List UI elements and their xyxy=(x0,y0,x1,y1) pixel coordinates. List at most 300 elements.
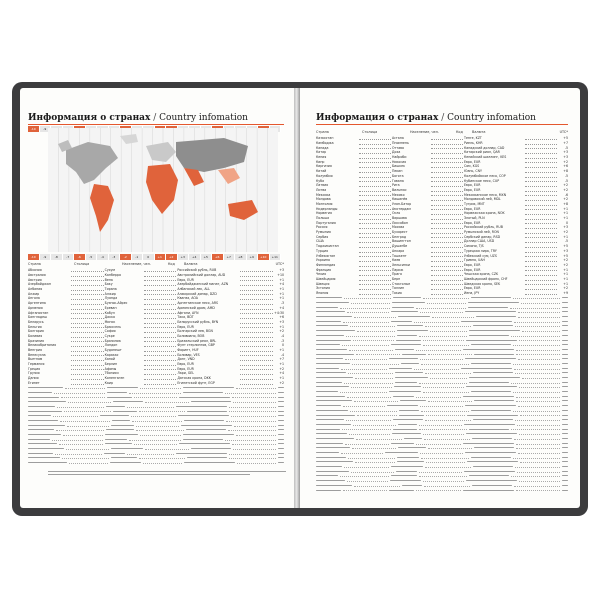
currency-cell: Канадский доллар, CAD xyxy=(464,145,505,150)
capital-cell: Алжир xyxy=(104,291,116,296)
timezone-cell: -5 xyxy=(86,254,98,260)
capital-cell: Астана xyxy=(392,136,404,141)
table-row xyxy=(28,315,284,320)
table-row xyxy=(28,277,284,282)
currency-cell: Бразильский реал, BRL xyxy=(177,338,217,343)
world-timezone-map xyxy=(48,128,278,252)
currency-cell: Алжирский динар, DZD xyxy=(177,291,217,296)
country-cell: Португалия xyxy=(316,220,336,225)
table-row xyxy=(28,320,284,325)
title-ru: Информация о странах xyxy=(28,113,151,123)
table-row xyxy=(316,253,568,258)
table-row xyxy=(28,296,284,301)
title-ru: Информация о странах xyxy=(316,113,439,123)
capital-cell: Хельсинки xyxy=(392,262,410,267)
header-population: Население, чел. xyxy=(410,130,439,134)
table-row xyxy=(316,150,568,155)
capital-cell: Улан-Батор xyxy=(392,201,412,206)
utc-cell: +2 xyxy=(563,258,568,263)
currency-cell: Боливиано, BOB xyxy=(177,333,205,338)
country-cell: Чехия xyxy=(316,272,327,277)
country-cell: Румыния xyxy=(316,230,331,235)
currency-cell: Катарский риал, QAR xyxy=(464,150,500,155)
capital-cell: Баку xyxy=(104,282,113,287)
table-row xyxy=(28,310,284,315)
capital-cell: Богота xyxy=(392,173,404,178)
table-row xyxy=(28,376,284,381)
capital-cell: Осло xyxy=(392,211,401,216)
timezone-cell: -8 xyxy=(51,254,63,260)
currency-cell: Азербайджанский манат, AZN xyxy=(177,282,229,287)
table-row xyxy=(316,263,568,268)
currency-cell: Сербский динар, RSD xyxy=(464,234,501,239)
currency-cell: Евро, EUR xyxy=(177,277,194,282)
utc-cell: +1 xyxy=(279,324,285,329)
title-separator: / xyxy=(150,113,160,123)
currency-cell: Фунт стерлингов, GBP xyxy=(177,343,215,348)
currency-cell: Кубинское песо, CUP xyxy=(464,178,500,183)
timezone-cell: +8 xyxy=(235,254,247,260)
table-row xyxy=(316,169,568,174)
table-row xyxy=(316,220,568,225)
utc-cell: +2 xyxy=(563,187,568,192)
country-cell: Азербайджан xyxy=(28,282,51,287)
country-cell: Канада xyxy=(316,145,329,150)
currency-cell: Белорусский рубль, BYN xyxy=(177,319,219,324)
table-row xyxy=(316,188,568,193)
table-row xyxy=(316,216,568,221)
capital-cell: Вашингтон xyxy=(392,239,411,244)
currency-cell: Сомони, TJS xyxy=(464,244,484,249)
timezone-cell: +2 xyxy=(166,254,178,260)
table-row xyxy=(28,306,284,311)
timezone-cell: -4 xyxy=(97,254,109,260)
utc-cell: +1 xyxy=(563,281,568,286)
table-row xyxy=(316,155,568,160)
utc-cell: -5 xyxy=(564,173,568,178)
currency-cell: Евро, EUR xyxy=(464,206,481,211)
title-separator: / xyxy=(438,113,448,123)
timezone-cell: +1 xyxy=(155,254,167,260)
table-row xyxy=(316,174,568,179)
utc-cell: +3 xyxy=(563,225,568,230)
capital-cell: София xyxy=(104,329,116,334)
table-row xyxy=(316,272,568,277)
country-cell: Великобритания xyxy=(28,343,57,348)
utc-cell: +1 xyxy=(279,291,285,296)
utc-cell: +2 xyxy=(563,159,568,164)
utc-cell: +2 xyxy=(563,230,568,235)
utc-cell: -3 xyxy=(280,338,285,343)
country-cell: Таджикистан xyxy=(316,244,339,249)
header-capital: Столица xyxy=(362,130,378,134)
currency-cell: Евро, EUR xyxy=(464,183,481,188)
country-cell: Греция xyxy=(28,366,41,371)
utc-cell: +7 xyxy=(563,141,568,146)
table-row xyxy=(28,371,284,376)
header-currency: Валюта xyxy=(184,262,198,266)
capital-cell: Париж xyxy=(392,267,404,272)
currency-cell: Донг, VND xyxy=(177,357,195,362)
country-cell: Беларусь xyxy=(28,319,44,324)
country-cell: Австрия xyxy=(28,277,42,282)
country-cell: Китай xyxy=(316,169,327,174)
header-currency: Валюта xyxy=(472,130,486,134)
currency-cell: Албанский лек, ALL xyxy=(177,287,211,292)
currency-cell: Российский рубль, RUB xyxy=(464,225,503,230)
capital-cell: Доха xyxy=(392,150,401,155)
capital-cell: Ереван xyxy=(104,305,117,310)
capital-cell: Бухарест xyxy=(392,230,408,235)
capital-cell: Вена xyxy=(104,277,113,282)
table-row xyxy=(316,141,568,146)
currency-cell: Тенге, KZT xyxy=(464,136,482,141)
currency-cell: Молдавский лей, MDL xyxy=(464,197,501,202)
capital-cell: Таллин xyxy=(392,286,405,291)
utc-cell: +1 xyxy=(563,234,568,239)
country-cell: Россия xyxy=(316,225,328,230)
timezone-cell: -10 xyxy=(28,254,40,260)
table-row xyxy=(28,282,284,287)
country-cell: Германия xyxy=(28,362,45,367)
country-cell: Латвия xyxy=(316,183,329,188)
currency-cell: Форинт, HUF xyxy=(177,348,199,353)
timezone-cell: 0 xyxy=(143,254,155,260)
country-cell: Норвегия xyxy=(316,211,332,216)
utc-cell: +2 xyxy=(563,262,568,267)
utc-cell: +1 xyxy=(279,362,285,367)
currency-cell: Армянский драм, AMD xyxy=(177,305,215,310)
timezone-cell: -1 xyxy=(132,254,144,260)
utc-cell: +5 xyxy=(563,244,568,249)
utc-cell: +1 xyxy=(563,211,568,216)
country-cell: Дания xyxy=(28,376,39,381)
country-cell: Польша xyxy=(316,216,330,221)
country-cell: Сербия xyxy=(316,234,329,239)
country-cell: Казахстан xyxy=(316,136,334,141)
country-cell: Боливия xyxy=(28,333,43,338)
table-row xyxy=(28,352,284,357)
utc-cell: +2 xyxy=(279,366,285,371)
table-row xyxy=(316,267,568,272)
utc-cell: -5 xyxy=(564,145,568,150)
utc-cell: -6 xyxy=(564,192,568,197)
timezone-cell: +4 xyxy=(189,254,201,260)
currency-cell: Колумбийское песо, COP xyxy=(464,173,506,178)
capital-cell: Сухум xyxy=(104,268,115,273)
capital-cell: Копенгаген xyxy=(104,376,125,381)
header-utc: UTC* xyxy=(275,262,284,266)
table-row xyxy=(28,268,284,273)
currency-cell: Кенийский шиллинг, KES xyxy=(464,155,507,160)
country-cell: Мексика xyxy=(316,192,331,197)
header-utc: UTC* xyxy=(559,130,568,134)
capital-cell: Брюссель xyxy=(104,324,121,329)
country-cell: Австралия xyxy=(28,273,46,278)
utc-cell: +5 xyxy=(563,136,568,141)
utc-cell: +10 xyxy=(277,273,285,278)
country-cell: Армения xyxy=(28,305,43,310)
table-row xyxy=(316,286,568,291)
table-row xyxy=(316,244,568,249)
capital-cell: Бразилиа xyxy=(104,338,121,343)
currency-cell: Гривна, UAH xyxy=(464,258,485,263)
table-row xyxy=(28,301,284,306)
currency-cell: Така, BDT xyxy=(177,315,194,320)
country-cell: Катар xyxy=(316,150,327,155)
country-cell: Швейцария xyxy=(316,276,336,281)
capital-cell: Ташкент xyxy=(392,253,407,258)
country-cell: Абхазия xyxy=(28,268,42,273)
capital-cell: Гавана xyxy=(392,178,404,183)
currency-cell: Шведская крона, SEK xyxy=(464,281,501,286)
table-row xyxy=(316,239,568,244)
table-row xyxy=(316,225,568,230)
timezone-cell: -7 xyxy=(63,254,75,260)
country-cell: Венгрия xyxy=(28,348,42,353)
timezone-strip-bottom xyxy=(28,254,281,260)
utc-cell: +1 xyxy=(279,348,285,353)
utc-cell: +6 xyxy=(279,315,285,320)
capital-cell: Афины xyxy=(104,366,117,371)
currency-cell: Кванза, AOA xyxy=(177,296,198,301)
table-row xyxy=(316,192,568,197)
footnote xyxy=(48,469,286,479)
country-cell: Молдова xyxy=(316,197,331,202)
utc-cell: +3 xyxy=(279,319,285,324)
capital-cell: Каракас xyxy=(104,352,119,357)
country-cell: Швеция xyxy=(316,281,330,286)
utc-cell: +1 xyxy=(563,276,568,281)
currency-cell: Турецкая лира, TRY xyxy=(464,248,497,253)
currency-cell: Египетский фунт, EGP xyxy=(177,380,215,385)
utc-cell: +1 xyxy=(279,296,285,301)
currency-cell: Злотый, PLN xyxy=(464,216,485,221)
table-row xyxy=(316,197,568,202)
header-capital: Столица xyxy=(74,262,90,266)
country-cell: Грузия xyxy=(28,371,40,376)
country-cell: Афганистан xyxy=(28,310,49,315)
country-cell: Ангола xyxy=(28,296,40,301)
capital-cell: Найроби xyxy=(392,155,407,160)
currency-cell: Российский рубль, RUB xyxy=(177,268,217,273)
currency-cell: Узбекский сум, UZS xyxy=(464,253,497,258)
table-row xyxy=(28,357,284,362)
table-row xyxy=(28,362,284,367)
capital-cell: Прага xyxy=(392,272,403,277)
utc-cell: +8 xyxy=(563,169,568,174)
country-cell: Куба xyxy=(316,178,325,183)
utc-cell: +8 xyxy=(563,201,568,206)
right-page-title xyxy=(316,113,536,123)
table-row xyxy=(28,324,284,329)
left-country-table xyxy=(28,268,284,465)
table-row xyxy=(316,258,568,263)
utc-cell: +2 xyxy=(279,329,285,334)
utc-cell: 0 xyxy=(281,343,285,348)
header-country: Страна xyxy=(28,262,41,266)
capital-cell: Стокгольм xyxy=(392,281,410,286)
capital-cell: Буэнос-Айрес xyxy=(104,301,128,306)
utc-cell: -5 xyxy=(564,178,568,183)
currency-cell: Румынский лей, RON xyxy=(464,230,499,235)
currency-cell: Евро, EUR xyxy=(464,220,481,225)
country-cell: Литва xyxy=(316,187,327,192)
header-country: Страна xyxy=(316,130,329,134)
capital-cell: Дакка xyxy=(104,315,115,320)
capital-cell: Луанда xyxy=(104,296,118,301)
capital-cell: Варшава xyxy=(392,216,407,221)
capital-cell: Лондон xyxy=(104,343,118,348)
timezone-cell: -9 xyxy=(40,254,52,260)
utc-cell: +5 xyxy=(563,253,568,258)
currency-cell: Евро, EUR xyxy=(464,267,481,272)
table-row xyxy=(28,366,284,371)
currency-cell: Евро, EUR xyxy=(177,362,194,367)
capital-cell: Оттава xyxy=(392,145,405,150)
currency-cell: Боливар, VES xyxy=(177,352,200,357)
table-row xyxy=(316,249,568,254)
capital-cell: Берн xyxy=(392,276,401,281)
utc-cell: +1 xyxy=(563,206,568,211)
capital-cell: Тбилиси xyxy=(104,371,119,376)
capital-cell: Канберра xyxy=(104,273,121,278)
title-en: Country infomation xyxy=(159,113,248,123)
capital-cell: Каир xyxy=(104,380,113,385)
currency-cell: Сом, KGS xyxy=(464,164,480,169)
timezone-cell: +6 xyxy=(212,254,224,260)
utc-cell: +3 xyxy=(563,155,568,160)
currency-cell: Евро, EUR xyxy=(464,159,481,164)
timezone-cell: +3 xyxy=(178,254,190,260)
country-cell: Турция xyxy=(316,248,329,253)
country-cell: Бельгия xyxy=(28,324,42,329)
table-row xyxy=(28,334,284,339)
capital-cell: Берлин xyxy=(104,362,118,367)
country-cell: Алжир xyxy=(28,291,40,296)
country-cell: Албания xyxy=(28,287,43,292)
utc-cell: +3 xyxy=(563,150,568,155)
illegible-row xyxy=(28,460,284,465)
utc-cell: +3 xyxy=(279,268,285,273)
utc-cell: +1 xyxy=(563,216,568,221)
capital-cell: Белград xyxy=(392,234,407,239)
table-row xyxy=(316,178,568,183)
utc-cell: +2 xyxy=(563,183,568,188)
currency-cell: Иена, JPY xyxy=(464,291,480,296)
right-page xyxy=(300,88,580,508)
currency-cell: Мексиканское песо, MXN xyxy=(464,192,507,197)
capital-cell: Токио xyxy=(392,291,402,296)
table-row xyxy=(28,348,284,353)
country-cell: Кипр xyxy=(316,159,325,164)
country-cell: Вьетнам xyxy=(28,357,43,362)
timezone-cell: +7 xyxy=(224,254,236,260)
utc-cell: +2 xyxy=(563,197,568,202)
currency-cell: Афгани, AFN xyxy=(177,310,199,315)
table-row xyxy=(316,234,568,239)
currency-cell: Доллар США, USD xyxy=(464,239,495,244)
capital-cell: Сукре xyxy=(104,333,115,338)
capital-cell: Кабул xyxy=(104,310,115,315)
table-row xyxy=(28,343,284,348)
capital-cell: Будапешт xyxy=(104,348,122,353)
country-cell: США xyxy=(316,239,324,244)
currency-cell: Евро, EUR xyxy=(464,286,481,291)
table-row xyxy=(28,273,284,278)
currency-cell: Евро, EUR xyxy=(464,262,481,267)
utc-cell: 0 xyxy=(565,220,568,225)
country-cell: Узбекистан xyxy=(316,253,336,258)
capital-cell: Москва xyxy=(392,225,405,230)
currency-cell: Датская крона, DKK xyxy=(177,376,211,381)
header-population: Население, чел. xyxy=(122,262,151,266)
utc-cell: +6 xyxy=(563,164,568,169)
country-cell: Нидерланды xyxy=(316,206,338,211)
country-cell: Франция xyxy=(316,267,331,272)
timezone-cell: +9 xyxy=(247,254,259,260)
currency-cell: Риель, KHR xyxy=(464,141,483,146)
utc-cell: +4 xyxy=(279,371,285,376)
capital-cell: Душанбе xyxy=(392,244,408,249)
utc-cell: +1 xyxy=(563,267,568,272)
capital-cell: Пекин xyxy=(392,169,403,174)
utc-cell: +2 xyxy=(279,380,285,385)
utc-cell: +1 xyxy=(563,272,568,277)
country-cell: Финляндия xyxy=(316,262,336,267)
currency-cell: Евро, EUR xyxy=(177,324,194,329)
table-row xyxy=(28,291,284,296)
left-table-header xyxy=(28,262,284,266)
timezone-cell: -2 xyxy=(120,254,132,260)
currency-cell: Норвежская крона, NOK xyxy=(464,211,505,216)
currency-cell: Лари, GEL xyxy=(177,371,195,376)
timezone-cell: +10 xyxy=(258,254,270,260)
utc-cell: +9 xyxy=(563,291,568,296)
utc-cell: +7 xyxy=(279,357,285,362)
table-row xyxy=(28,287,284,292)
utc-cell: -3 xyxy=(280,301,285,306)
capital-cell: Ханой xyxy=(104,357,115,362)
capital-cell: Киев xyxy=(392,258,401,263)
currency-cell: Болгарский лев, BGN xyxy=(177,329,213,334)
capital-cell: Пномпень xyxy=(392,141,409,146)
table-row xyxy=(316,145,568,150)
currency-cell: Чешская крона, CZK xyxy=(464,272,499,277)
country-cell: Монголия xyxy=(316,201,333,206)
illegible-row xyxy=(316,488,568,493)
country-cell: Камбоджа xyxy=(316,141,334,146)
capital-cell: Рига xyxy=(392,183,400,188)
capital-cell: Вильнюс xyxy=(392,187,407,192)
table-row xyxy=(316,277,568,282)
table-row xyxy=(316,291,568,296)
currency-cell: Евро, EUR xyxy=(177,366,194,371)
table-row xyxy=(316,230,568,235)
table-row xyxy=(316,206,568,211)
currency-cell: Евро, EUR xyxy=(464,187,481,192)
capital-cell: Бишкек xyxy=(392,164,405,169)
right-country-table xyxy=(316,136,568,492)
capital-cell: Кишинёв xyxy=(392,197,408,202)
country-cell: Бангладеш xyxy=(28,315,47,320)
country-cell: Украина xyxy=(316,258,330,263)
title-underline xyxy=(316,124,568,125)
table-row xyxy=(316,183,568,188)
capital-cell: Тирана xyxy=(104,287,117,292)
capital-cell: Мехико xyxy=(392,192,405,197)
utc-cell: +4 xyxy=(279,282,285,287)
